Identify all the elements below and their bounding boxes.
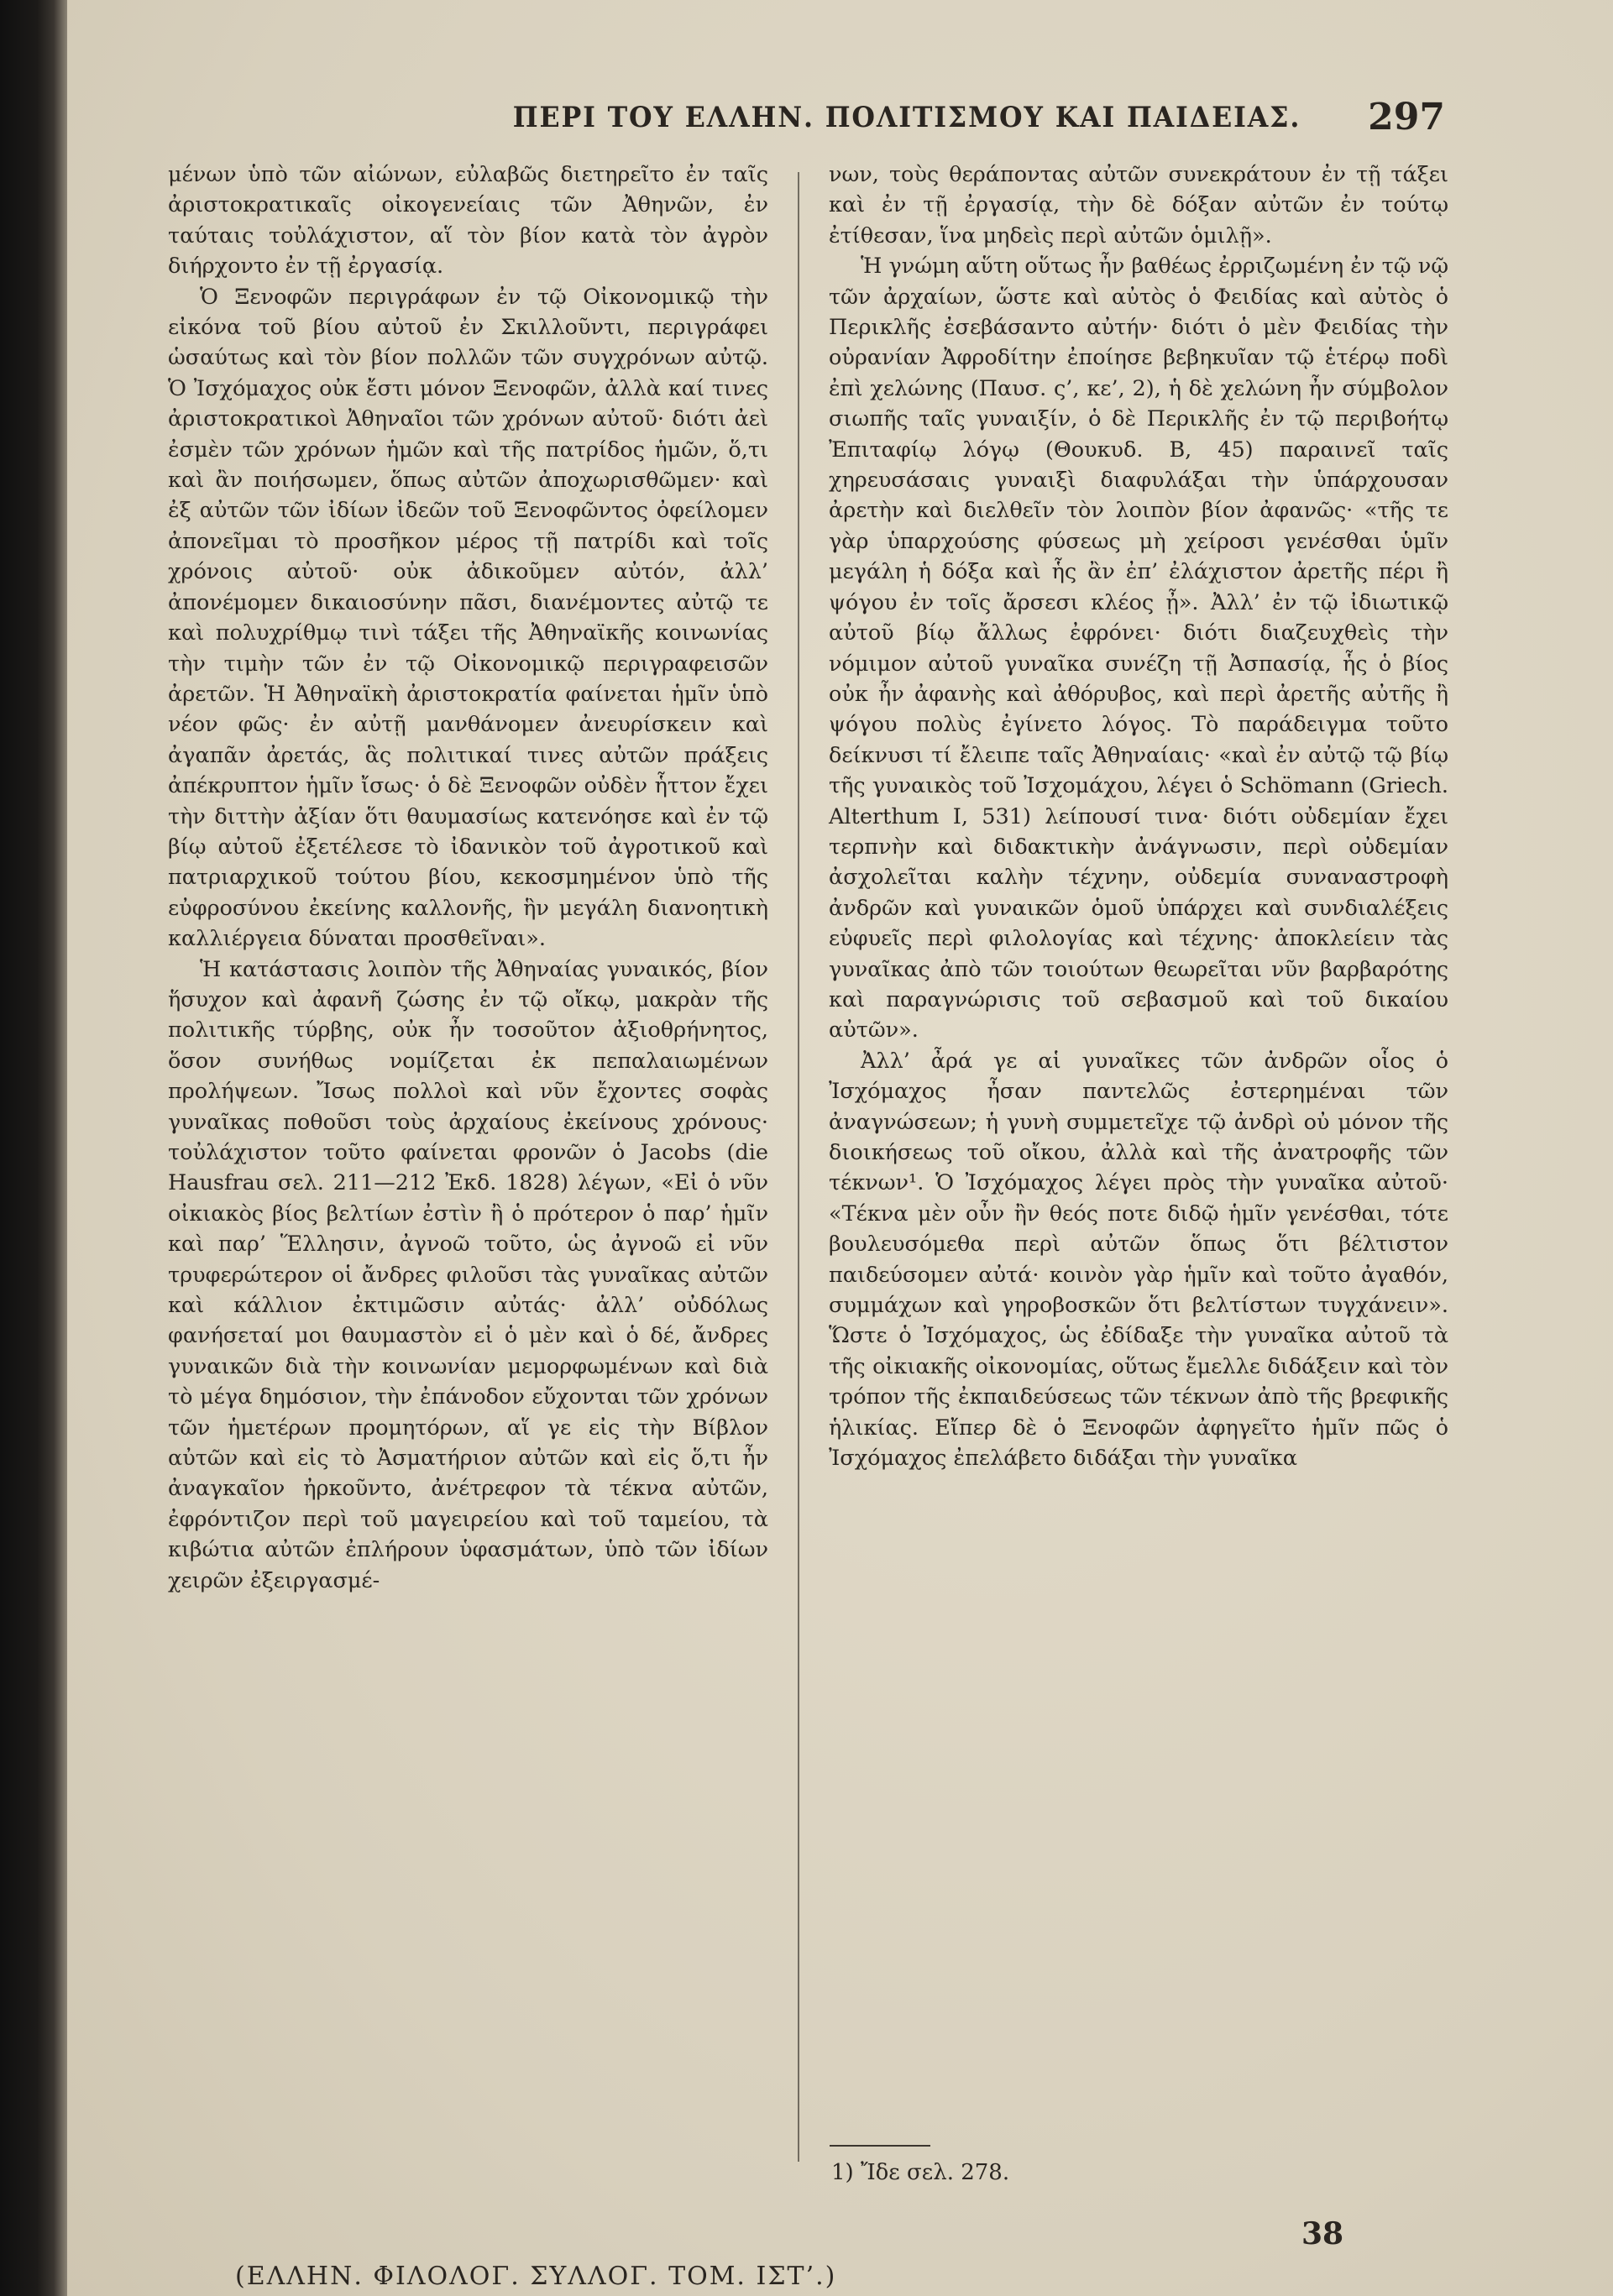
signature-line: (ΕΛΛΗΝ. ΦΙΛΟΛΟΓ. ΣΥΛΛΟΓ. ΤΟΜ. ΙΣΤ’.)	[235, 2262, 837, 2291]
paragraph: Ἡ κατάστασις λοιπὸν τῆς Ἀθηναίας γυναικός, βίον ἥσυχον καὶ ἀφανῆ ζώσης ἐν τῷ οἴκῳ, μακρὰν τῆς πολιτικῆς τύρβης, οὐκ ἦν τοσοῦτον ἀξιοθρήνητος, ὅσον συνήθως νομίζεται ἐκ πεπαλαιωμένων προλήψεων. Ἴσως πολλοὶ καὶ νῦν ἔχοντες σοφὰς γυναῖκας ποθοῦσι τοὺς ἀρχαίους ἐκείνους χρόνους· τοὐλάχιστον τοῦτο φαίνεται φρονῶν ὁ Jacobs (die Hausfrau σελ. 211—212 Ἐκδ. 1828) λέγων, «Εἰ ὁ νῦν οἰκιακὸς βίος βελτίων ἐστὶν ἢ ὁ πρότερον ὁ παρ’ ἡμῖν καὶ παρ’ Ἕλλησιν, ἀγνοῶ τοῦτο, ὡς ἀγνοῶ εἰ νῦν τρυφερώτερον οἱ ἄνδρες φιλοῦσι τὰς γυναῖκας αὐτῶν καὶ κάλλιον ἐκτιμῶσιν αὐτάς· ἀλλ’ οὐδόλως φανήσεταί μοι θαυμαστὸν εἰ ὁ μὲν καὶ ὁ δέ, ἄνδρες γυναικῶν διὰ τὴν κοινωνίαν μεμορφωμένων καὶ διὰ τὸ μέγα δημόσιον, τὴν ἐπάνοδον εὔχονται τῶν χρόνων τῶν ἡμετέρων προμητόρων, αἵ γε εἰς τὴν Βίβλον αὐτῶν καὶ εἰς τὸ Ἀσματήριον αὐτῶν καὶ εἰς ὅ,τι ἦν ἀναγκαῖον ἠρκοῦντο, ἀνέτρεφον τὰ τέκνα αὐτῶν, ἐφρόντιζον περὶ τοῦ μαγειρείου καὶ τοῦ ταμείου, τὰ κιβώτια αὐτῶν ἐπλήρουν ὑφασμάτων, ὑπὸ τῶν ἰδίων χειρῶν ἐξειργασμέ-	[168, 956, 768, 1593]
footnote-rule	[830, 2145, 930, 2147]
left-column	[168, 160, 768, 1596]
running-header: ΠΕΡΙ ΤΟΥ ΕΛΛΗΝ. ΠΟΛΙΤΙΣΜΟΥ ΚΑΙ ΠΑΙΔΕΙΑΣ.	[512, 101, 1301, 134]
paragraph: Ἡ γνώμη αὕτη οὕτως ἦν βαθέως ἐρριζωμένη ἐν τῷ νῷ τῶν ἀρχαίων, ὥστε καὶ αὐτὸς ὁ Φειδίας καὶ αὐτὸς ὁ Περικλῆς ἐσεβάσαντο αὐτήν· διότι ὁ μὲν Φειδίας τὴν οὐρανίαν Ἀφροδίτην ἐποίησε βεβηκυῖαν τῷ ἑτέρῳ ποδὶ ἐπὶ χελώνης (Παυσ. ς’, κε’, 2), ἡ δὲ χελώνη ἦν σύμβολον σιωπῆς ταῖς γυναιξίν, ὁ δὲ Περικλῆς ἐν τῷ περιβοήτῳ Ἐπιταφίῳ λόγῳ (Θουκυδ. Β, 45) παραινεῖ ταῖς χηρευσάσαις γυναιξὶ διαφυλάξαι τὴν ὑπάρχουσαν ἀρετὴν καὶ διελθεῖν τὸν λοιπὸν βίον ἀφανῶς· «τῆς τε γὰρ ὑπαρχούσης φύσεως μὴ χείροσι γενέσθαι ὑμῖν μεγάλη ἡ δόξα καὶ ἧς ἂν ἐπ’ ἐλάχιστον ἀρετῆς πέρι ἢ ψόγου ἐν τοῖς ἄρσεσι κλέος ᾖ». Ἀλλ’ ἐν τῷ ἰδιωτικῷ αὐτοῦ βίῳ ἄλλως ἐφρόνει· διότι διαζευχθεὶς τὴν νόμιμον αὐτοῦ γυναῖκα συνέζη τῇ Ἀσπασίᾳ, ἧς ὁ βίος οὐκ ἦν ἀφανὴς καὶ ἀθόρυβος, καὶ περὶ ἀρετῆς αὐτῆς ἢ ψόγου πολὺς ἐγίνετο λόγος. Τὸ παράδειγμα τοῦτο δείκνυσι τί ἔλειπε ταῖς Ἀθηναίαις· «καὶ ἐν αὐτῷ τῷ βίῳ τῆς γυναικὸς τοῦ Ἰσχομάχου, λέγει ὁ Schömann (Griech. Alterthum I, 531) λείπουσί τινα· διότι οὐδεμίαν ἔχει τερπνὴν καὶ διδακτικὴν ἀνάγνωσιν, περὶ οὐδεμίαν ἀσχολεῖται καλὴν τέχνην, οὐδεμία συναναστροφὴ ἀνδρῶν καὶ γυναικῶν ὁμοῦ ὑπάρχει καὶ συνδιαλέξεις εὐφυεῖς περὶ φιλολογίας καὶ τέχνης· ἀποκλείειν τὰς γυναῖκας ἀπὸ τῶν τοιούτων θεωρεῖται νῦν βαρβαρότης καὶ παραγνώρισις τοῦ σεβασμοῦ καὶ τοῦ δικαίου αὐτῶν».	[829, 254, 1448, 1043]
book-binding-shadow	[0, 0, 67, 2296]
paragraph: Ἀλλ’ ἆρά γε αἱ γυναῖκες τῶν ἀνδρῶν οἷος ὁ Ἰσχόμαχος ἦσαν παντελῶς ἐστερημέναι τῶν ἀναγνώσεων; ἡ γυνὴ συμμετεῖχε τῷ ἀνδρὶ οὐ μόνον τῆς διοικήσεως τοῦ οἴκου, ἀλλὰ καὶ τῆς ἀνατροφῆς τῶν τέκνων¹. Ὁ Ἰσχόμαχος λέγει πρὸς τὴν γυναῖκα αὐτοῦ· «Τέκνα μὲν οὖν ἢν θεός ποτε διδῷ ἡμῖν γενέσθαι, τότε βουλευσόμεθα περὶ αὐτῶν ὅπως ὅτι βέλτιστον παιδεύσομεν αὐτά· κοινὸν γὰρ ἡμῖν καὶ τοῦτο ἀγαθόν, συμμάχων καὶ γηροβοσκῶν ὅτι βελτίστων τυγχάνειν». Ὥστε ὁ Ἰσχόμαχος, ὡς ἐδίδαξε τὴν γυναῖκα αὐτοῦ τὰ τῆς οἰκιακῆς οἰκονομίας, οὕτως ἔμελλε διδάξειν καὶ τὸν τρόπον τῆς ἐκπαιδεύσεως τῶν τέκνων ἀπὸ τῆς βρεφικῆς ἡλικίας. Εἴπερ δὲ ὁ Ξενοφῶν ἀφηγεῖτο ἡμῖν πῶς ὁ Ἰσχόμαχος ἐπελάβετο διδάξαι τὴν γυναῖκα	[829, 1048, 1448, 1472]
sheet-number: 38	[1301, 2216, 1344, 2252]
paragraph: νων, τοὺς θεράποντας αὐτῶν συνεκράτουν ἐν τῇ τάξει καὶ ἐν τῇ ἐργασίᾳ, τὴν δὲ δόξαν αὐτῶν ἐν τούτῳ ἐτίθεσαν, ἵνα μηδεὶς περὶ αὐτῶν ὁμιλῇ».	[829, 162, 1448, 248]
right-column	[829, 160, 1448, 1473]
footnote: 1) Ἴδε σελ. 278.	[831, 2160, 1010, 2185]
column-divider	[798, 172, 799, 2162]
paragraph: μένων ὑπὸ τῶν αἰώνων, εὐλαβῶς διετηρεῖτο ἐν ταῖς ἀριστοκρατικαῖς οἰκογενείαις τῶν Ἀθηνῶν, ἐν ταύταις τοὐλάχιστον, αἵ τὸν βίον κατὰ τὸν ἀγρὸν διήρχοντο ἐν τῇ ἐργασίᾳ.	[168, 162, 768, 280]
paragraph: Ὁ Ξενοφῶν περιγράφων ἐν τῷ Οἰκονομικῷ τὴν εἰκόνα τοῦ βίου αὐτοῦ ἐν Σκιλλοῦντι, περιγράφει ὡσαύτως καὶ τὸν βίον πολλῶν τῶν συγχρόνων αὐτῷ. Ὁ Ἰσχόμαχος οὐκ ἔστι μόνον Ξενοφῶν, ἀλλὰ καί τινες ἀριστοκρατικοὶ Ἀθηναῖοι τῶν χρόνων αὐτοῦ· διότι ἀεὶ ἐσμὲν τῶν χρόνων ἡμῶν καὶ τῆς πατρίδος ἡμῶν, ὅ,τι καὶ ἂν ποιήσωμεν, ὅπως αὐτῶν ἀποχωρισθῶμεν· καὶ ἐξ αὐτῶν τῶν ἰδίων ἰδεῶν τοῦ Ξενοφῶντος ὀφείλομεν ἀπονεῖμαι τὸ προσῆκον μέρος τῇ πατρίδι καὶ τοῖς χρόνοις αὐτοῦ· οὐκ ἀδικοῦμεν αὐτόν, ἀλλ’ ἀπονέμομεν δικαιοσύνην πᾶσι, διανέμοντες αὐτῷ τε καὶ πολυχρίθμῳ τινὶ τάξει τῆς Ἀθηναϊκῆς κοινωνίας τὴν τιμὴν τῶν ἐν τῷ Οἰκονομικῷ περιγραφεισῶν ἀρετῶν. Ἡ Ἀθηναϊκὴ ἀριστοκρατία φαίνεται ἡμῖν ὑπὸ νέον φῶς· ἐν αὐτῇ μανθάνομεν ἀνευρίσκειν καὶ ἀγαπᾶν ἀρετάς, ἃς πολιτικαί τινες αὐτῶν πράξεις ἀπέκρυπτον ἡμῖν ἴσως· ὁ δὲ Ξενοφῶν οὐδὲν ἧττον ἔχει τὴν διττὴν ἀξίαν ὅτι θαυμασίως κατενόησε καὶ ἐν τῷ βίῳ αὐτοῦ ἐξετέλεσε τὸ ἰδανικὸν τοῦ ἀγροτικοῦ καὶ πατριαρχικοῦ τούτου βίου, κεκοσμημένον ὑπὸ τῆς εὐφροσύνου ἐκείνης καλλονῆς, ἣν μεγάλη διανοητικὴ καλλιέργεια δύναται προσθεῖναι».	[168, 284, 768, 952]
page-number: 297	[1368, 96, 1445, 139]
